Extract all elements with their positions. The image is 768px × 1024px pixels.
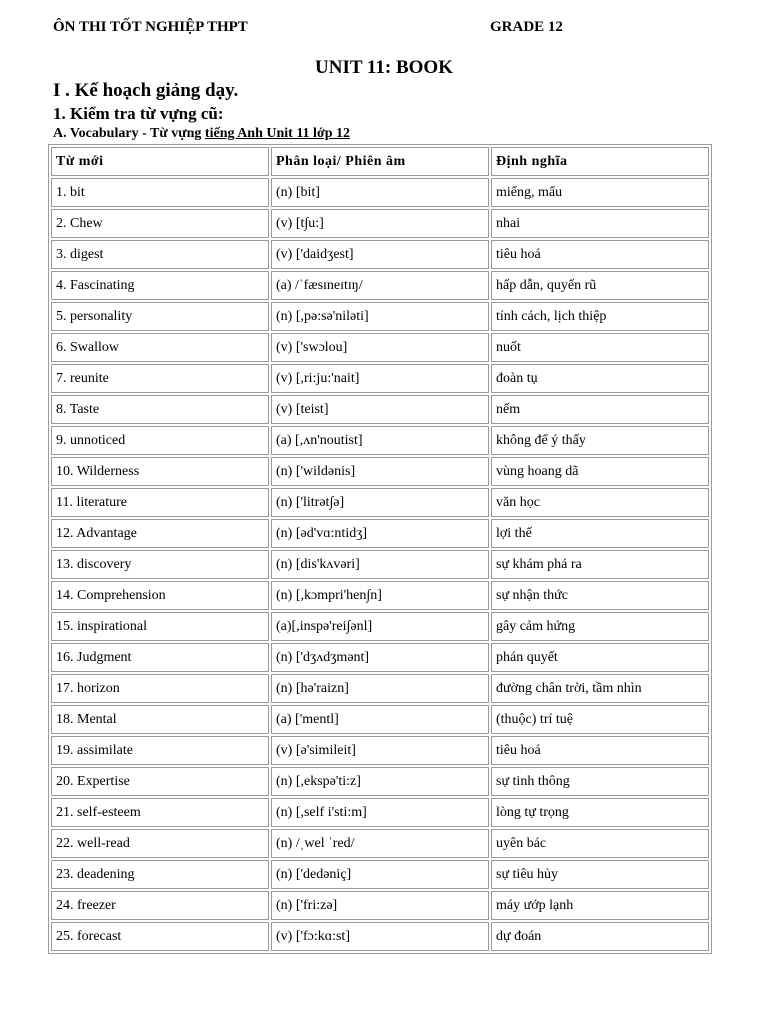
table-row (51, 736, 709, 765)
table-row (51, 767, 709, 796)
column-header-word: Từ mới (51, 147, 269, 176)
header-left-text: ÔN THI TỐT NGHIỆP THPT (53, 19, 248, 35)
vocabulary-table (49, 145, 711, 953)
pronunciation-cell: (v) ['fɔ:kɑ:st] (271, 922, 489, 951)
table-row (51, 612, 709, 641)
word-cell: 4. Fascinating (51, 271, 269, 300)
definition-cell: miếng, mẩu (491, 178, 709, 207)
word-cell: 24. freezer (51, 891, 269, 920)
word-cell: 3. digest (51, 240, 269, 269)
pronunciation-cell: (a) [,ʌn'noutist] (271, 426, 489, 455)
word-cell: 7. reunite (51, 364, 269, 393)
pronunciation-cell: (n) ['dedəniç] (271, 860, 489, 889)
pronunciation-cell: (n) [hə'raizn] (271, 674, 489, 703)
table-row (51, 426, 709, 455)
word-cell: 1. bit (51, 178, 269, 207)
vocabulary-table-body (51, 178, 709, 951)
definition-cell: tiêu hoá (491, 240, 709, 269)
table-row (51, 519, 709, 548)
word-cell: 12. Advantage (51, 519, 269, 548)
pronunciation-cell: (a)[,inspə'rei∫ənl] (271, 612, 489, 641)
table-row (51, 364, 709, 393)
pronunciation-cell: (n) [dis'kʌvəri] (271, 550, 489, 579)
word-cell: 8. Taste (51, 395, 269, 424)
table-row (51, 209, 709, 238)
definition-cell: vùng hoang dã (491, 457, 709, 486)
table-row (51, 333, 709, 362)
section-heading-plan: I . Kế hoạch giảng dạy. (53, 80, 239, 101)
word-cell: 17. horizon (51, 674, 269, 703)
pronunciation-cell: (v) ['swɔlou] (271, 333, 489, 362)
word-cell: 13. discovery (51, 550, 269, 579)
definition-cell: (thuộc) trí tuệ (491, 705, 709, 734)
table-row (51, 674, 709, 703)
definition-cell: tiêu hoá (491, 736, 709, 765)
table-row (51, 457, 709, 486)
definition-cell: sự khám phá ra (491, 550, 709, 579)
table-row (51, 643, 709, 672)
vocabulary-table-frame (48, 144, 712, 954)
pronunciation-cell: (n) [,kɔmpri'hen∫n] (271, 581, 489, 610)
table-row (51, 395, 709, 424)
definition-cell: dự đoán (491, 922, 709, 951)
definition-cell: máy ướp lạnh (491, 891, 709, 920)
definition-cell: hấp dẫn, quyến rũ (491, 271, 709, 300)
pronunciation-cell: (v) [ə'simileit] (271, 736, 489, 765)
word-cell: 11. literature (51, 488, 269, 517)
table-row (51, 240, 709, 269)
definition-cell: uyên bác (491, 829, 709, 858)
word-cell: 10. Wilderness (51, 457, 269, 486)
word-cell: 23. deadening (51, 860, 269, 889)
definition-cell: phán quyết (491, 643, 709, 672)
vocabulary-heading (53, 126, 350, 142)
pronunciation-cell: (n) [,pə:sə'niləti] (271, 302, 489, 331)
definition-cell: nhai (491, 209, 709, 238)
pronunciation-cell: (v) [t∫u:] (271, 209, 489, 238)
pronunciation-cell: (n) [,self i'sti:m] (271, 798, 489, 827)
definition-cell: đường chân trời, tầm nhìn (491, 674, 709, 703)
pronunciation-cell: (n) ['dʒʌdʒmənt] (271, 643, 489, 672)
pronunciation-cell: (n) ['wildənis] (271, 457, 489, 486)
definition-cell: lợi thế (491, 519, 709, 548)
table-row (51, 550, 709, 579)
definition-cell: nếm (491, 395, 709, 424)
pronunciation-cell: (a) /ˈfæsɪneɪtɪŋ/ (271, 271, 489, 300)
word-cell: 21. self-esteem (51, 798, 269, 827)
pronunciation-cell: (n) ['litrət∫ə] (271, 488, 489, 517)
pronunciation-cell: (n) /ˌwel ˈred/ (271, 829, 489, 858)
header-right-text: GRADE 12 (490, 19, 563, 35)
table-row (51, 860, 709, 889)
word-cell: 5. personality (51, 302, 269, 331)
pronunciation-cell: (n) [əd'vɑ:ntidʒ] (271, 519, 489, 548)
vocabulary-heading-prefix: A. Vocabulary - Từ vựng (53, 126, 205, 141)
word-cell: 14. Comprehension (51, 581, 269, 610)
word-cell: 19. assimilate (51, 736, 269, 765)
word-cell: 25. forecast (51, 922, 269, 951)
column-header-type-pronunciation: Phân loại/ Phiên âm (271, 147, 489, 176)
column-header-definition: Định nghĩa (491, 147, 709, 176)
pronunciation-cell: (n) ['fri:zə] (271, 891, 489, 920)
definition-cell: sự nhận thức (491, 581, 709, 610)
definition-cell: sự tiêu hủy (491, 860, 709, 889)
definition-cell: nuốt (491, 333, 709, 362)
table-row (51, 488, 709, 517)
pronunciation-cell: (v) [,ri:ju:'nait] (271, 364, 489, 393)
pronunciation-cell: (n) [bit] (271, 178, 489, 207)
word-cell: 15. inspirational (51, 612, 269, 641)
definition-cell: gây cảm hứng (491, 612, 709, 641)
word-cell: 22. well-read (51, 829, 269, 858)
definition-cell: tính cách, lịch thiệp (491, 302, 709, 331)
table-row (51, 705, 709, 734)
definition-cell: văn học (491, 488, 709, 517)
table-row (51, 178, 709, 207)
definition-cell: sự tinh thông (491, 767, 709, 796)
table-row (51, 302, 709, 331)
table-header-row (51, 147, 709, 176)
pronunciation-cell: (a) ['mentl] (271, 705, 489, 734)
definition-cell: lòng tự trọng (491, 798, 709, 827)
table-row (51, 798, 709, 827)
pronunciation-cell: (v) [teist] (271, 395, 489, 424)
pronunciation-cell: (v) ['daidʒest] (271, 240, 489, 269)
word-cell: 16. Judgment (51, 643, 269, 672)
table-row (51, 581, 709, 610)
table-row (51, 829, 709, 858)
pronunciation-cell: (n) [,ekspə'ti:z] (271, 767, 489, 796)
word-cell: 20. Expertise (51, 767, 269, 796)
word-cell: 9. unnoticed (51, 426, 269, 455)
section-heading-vocab-check: 1. Kiểm tra từ vựng cũ: (53, 104, 224, 123)
word-cell: 6. Swallow (51, 333, 269, 362)
vocabulary-heading-underlined: tiếng Anh Unit 11 lớp 12 (204, 126, 350, 141)
definition-cell: không để ý thấy (491, 426, 709, 455)
definition-cell: đoàn tụ (491, 364, 709, 393)
page-title: UNIT 11: BOOK (315, 57, 453, 78)
table-row (51, 922, 709, 951)
table-row (51, 271, 709, 300)
table-row (51, 891, 709, 920)
word-cell: 18. Mental (51, 705, 269, 734)
word-cell: 2. Chew (51, 209, 269, 238)
